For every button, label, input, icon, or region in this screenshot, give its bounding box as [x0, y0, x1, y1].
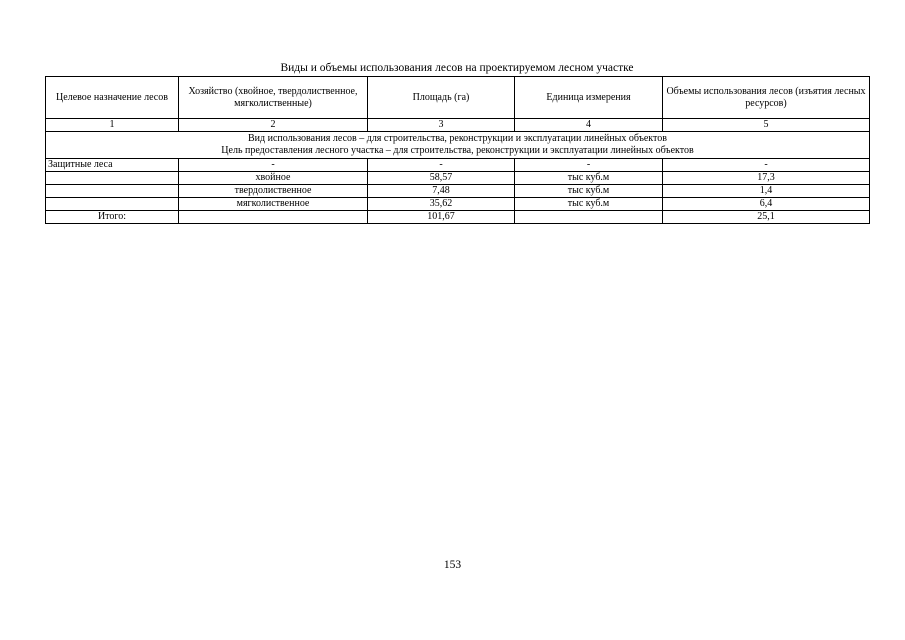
table-cell	[46, 172, 179, 185]
column-number-row	[46, 119, 870, 132]
table-cell: -	[663, 159, 870, 172]
column-number-cell: 3	[368, 119, 515, 132]
usage-purpose-cell	[46, 132, 870, 159]
header-cell-purpose: Целевое назначение лесов	[46, 77, 179, 119]
total-label-cell: Итого:	[46, 211, 179, 224]
column-number-cell: 5	[663, 119, 870, 132]
header-cell-area: Площадь (га)	[368, 77, 515, 119]
column-number-cell: 4	[515, 119, 663, 132]
table-cell: -	[368, 159, 515, 172]
header-cell-unit: Единица измерения	[515, 77, 663, 119]
usage-purpose-row	[46, 132, 870, 159]
total-row	[46, 211, 870, 224]
table-row	[46, 172, 870, 185]
header-row	[46, 77, 870, 119]
table-cell	[46, 185, 179, 198]
header-cell-volume: Объемы использования лесов (изъятия лесных ресурсов)	[663, 77, 870, 119]
table-row	[46, 159, 870, 172]
table-cell: мягколиственное	[179, 198, 368, 211]
table-cell: 35,62	[368, 198, 515, 211]
table-cell	[515, 211, 663, 224]
table-cell: хвойное	[179, 172, 368, 185]
table-cell: 1,4	[663, 185, 870, 198]
table-cell: 58,57	[368, 172, 515, 185]
total-area-cell: 101,67	[368, 211, 515, 224]
header-cell-economy: Хозяйство (хвойное, твердолиственное, мягколиственные)	[179, 77, 368, 119]
table-cell: твердолиственное	[179, 185, 368, 198]
page-number: 153	[443, 559, 462, 571]
table-cell: -	[179, 159, 368, 172]
table-cell: -	[515, 159, 663, 172]
column-number-cell: 1	[46, 119, 179, 132]
table-cell: 7,48	[368, 185, 515, 198]
table-cell	[179, 211, 368, 224]
column-number-cell: 2	[179, 119, 368, 132]
total-volume-cell: 25,1	[663, 211, 870, 224]
table-cell	[46, 198, 179, 211]
table-row	[46, 185, 870, 198]
table-row	[46, 198, 870, 211]
purpose-line: Цель предоставления лесного участка – для строительства, реконструкции и эксплуатации линейных объектов	[221, 145, 694, 156]
forest-usage-table	[45, 76, 870, 224]
table-cell: тыс куб.м	[515, 172, 663, 185]
table-cell: 6,4	[663, 198, 870, 211]
table-cell: тыс куб.м	[515, 198, 663, 211]
table-cell: тыс куб.м	[515, 185, 663, 198]
table-cell: Защитные леса	[46, 159, 179, 172]
table-title: Виды и объемы использования лесов на проектируемом лесном участке	[280, 62, 634, 74]
table-cell: 17,3	[663, 172, 870, 185]
usage-type-line: Вид использования лесов – для строительства, реконструкции и эксплуатации линейных объектов	[248, 133, 667, 144]
